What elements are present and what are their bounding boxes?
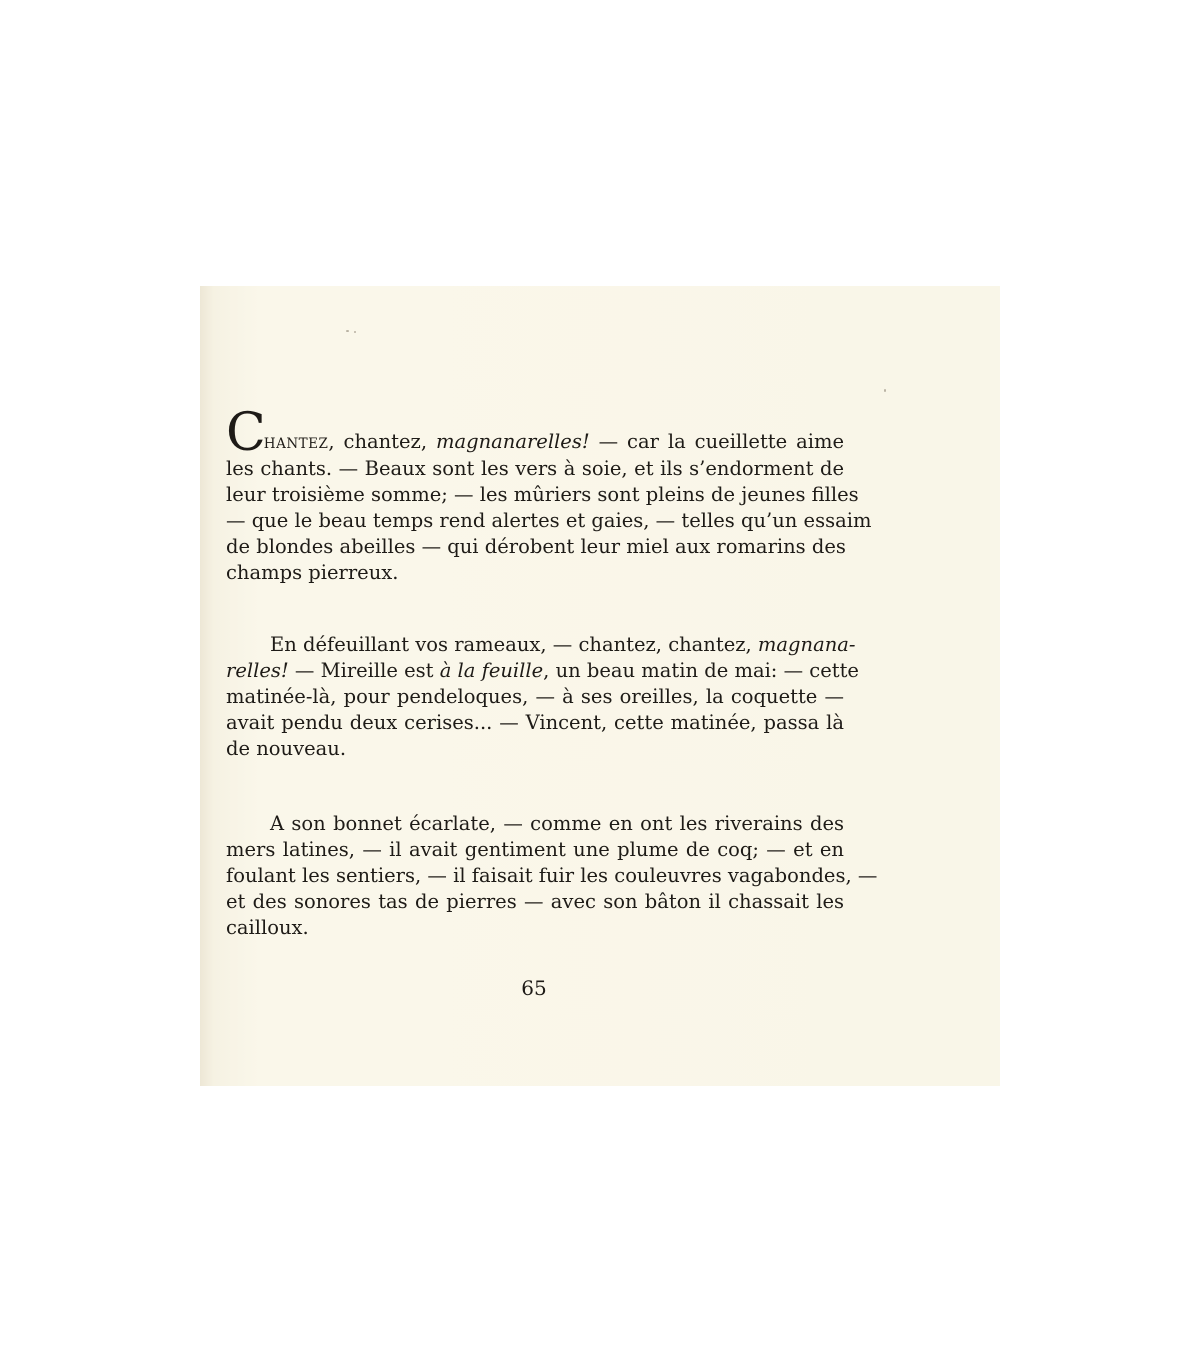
book-page	[200, 286, 1000, 1086]
paragraph-3-line-1: A son bonnet écarlate, — comme en ont les riverains des	[270, 812, 844, 835]
line-text: , chantez,	[328, 430, 436, 453]
line-text: , un beau matin de mai: — cette	[543, 659, 859, 682]
italic-text: magnana-	[757, 633, 856, 656]
paper-speck	[884, 389, 886, 392]
paragraph-2-line-1	[226, 632, 856, 658]
paragraph-1-line-5: de blondes abeilles — qui dérobent leur miel aux romarins des	[226, 535, 846, 558]
paragraph-1	[226, 403, 872, 586]
italic-text: relles!	[226, 659, 289, 682]
paragraph-3-line-2: mers latines, — il avait gentiment une plume de coq; — et en	[226, 838, 844, 861]
drop-cap: C	[226, 403, 266, 463]
paragraph-3-line-4: et des sonores tas de pierres — avec son bâton il chassait les	[226, 890, 844, 913]
paragraph-1-line-2: les chants. — Beaux sont les vers à soie, et ils s’endorment de	[226, 457, 844, 480]
paragraph-1-line-4: — que le beau temps rend alertes et gaies, — telles qu’un essaim	[226, 509, 872, 532]
paragraph-3-line-3: foulant les sentiers, — il faisait fuir les couleuvres vagabondes, —	[226, 864, 878, 887]
italic-text: à la feuille	[439, 659, 544, 682]
paragraph-3	[226, 811, 878, 941]
paragraph-1-line-1	[226, 403, 844, 463]
line-text: — Mireille est	[288, 659, 440, 682]
paragraph-1-line-6: champs pierreux.	[226, 561, 399, 584]
paragraph-2	[226, 632, 859, 762]
paper-speck	[354, 331, 356, 333]
paragraph-2-line-2	[226, 658, 859, 684]
line-text: En défeuillant vos rameaux, — chantez, chantez,	[270, 633, 758, 656]
italic-text: magnanarelles!	[435, 430, 590, 453]
paper-speck	[346, 330, 349, 332]
smallcaps-lead: HANTEZ	[263, 436, 329, 452]
paragraph-3-line-5: cailloux.	[226, 916, 309, 939]
paragraph-2-line-4: avait pendu deux cerises... — Vincent, cette matinée, passa là	[226, 711, 844, 734]
paragraph-2-line-5: de nouveau.	[226, 737, 347, 760]
line-text: — car la cueillette aime	[589, 430, 844, 453]
paragraph-1-line-3: leur troisième somme; — les mûriers sont pleins de jeunes filles	[226, 483, 859, 506]
page-number: 65	[521, 976, 547, 1000]
paragraph-2-line-3: matinée-là, pour pendeloques, — à ses oreilles, la coquette —	[226, 685, 844, 708]
